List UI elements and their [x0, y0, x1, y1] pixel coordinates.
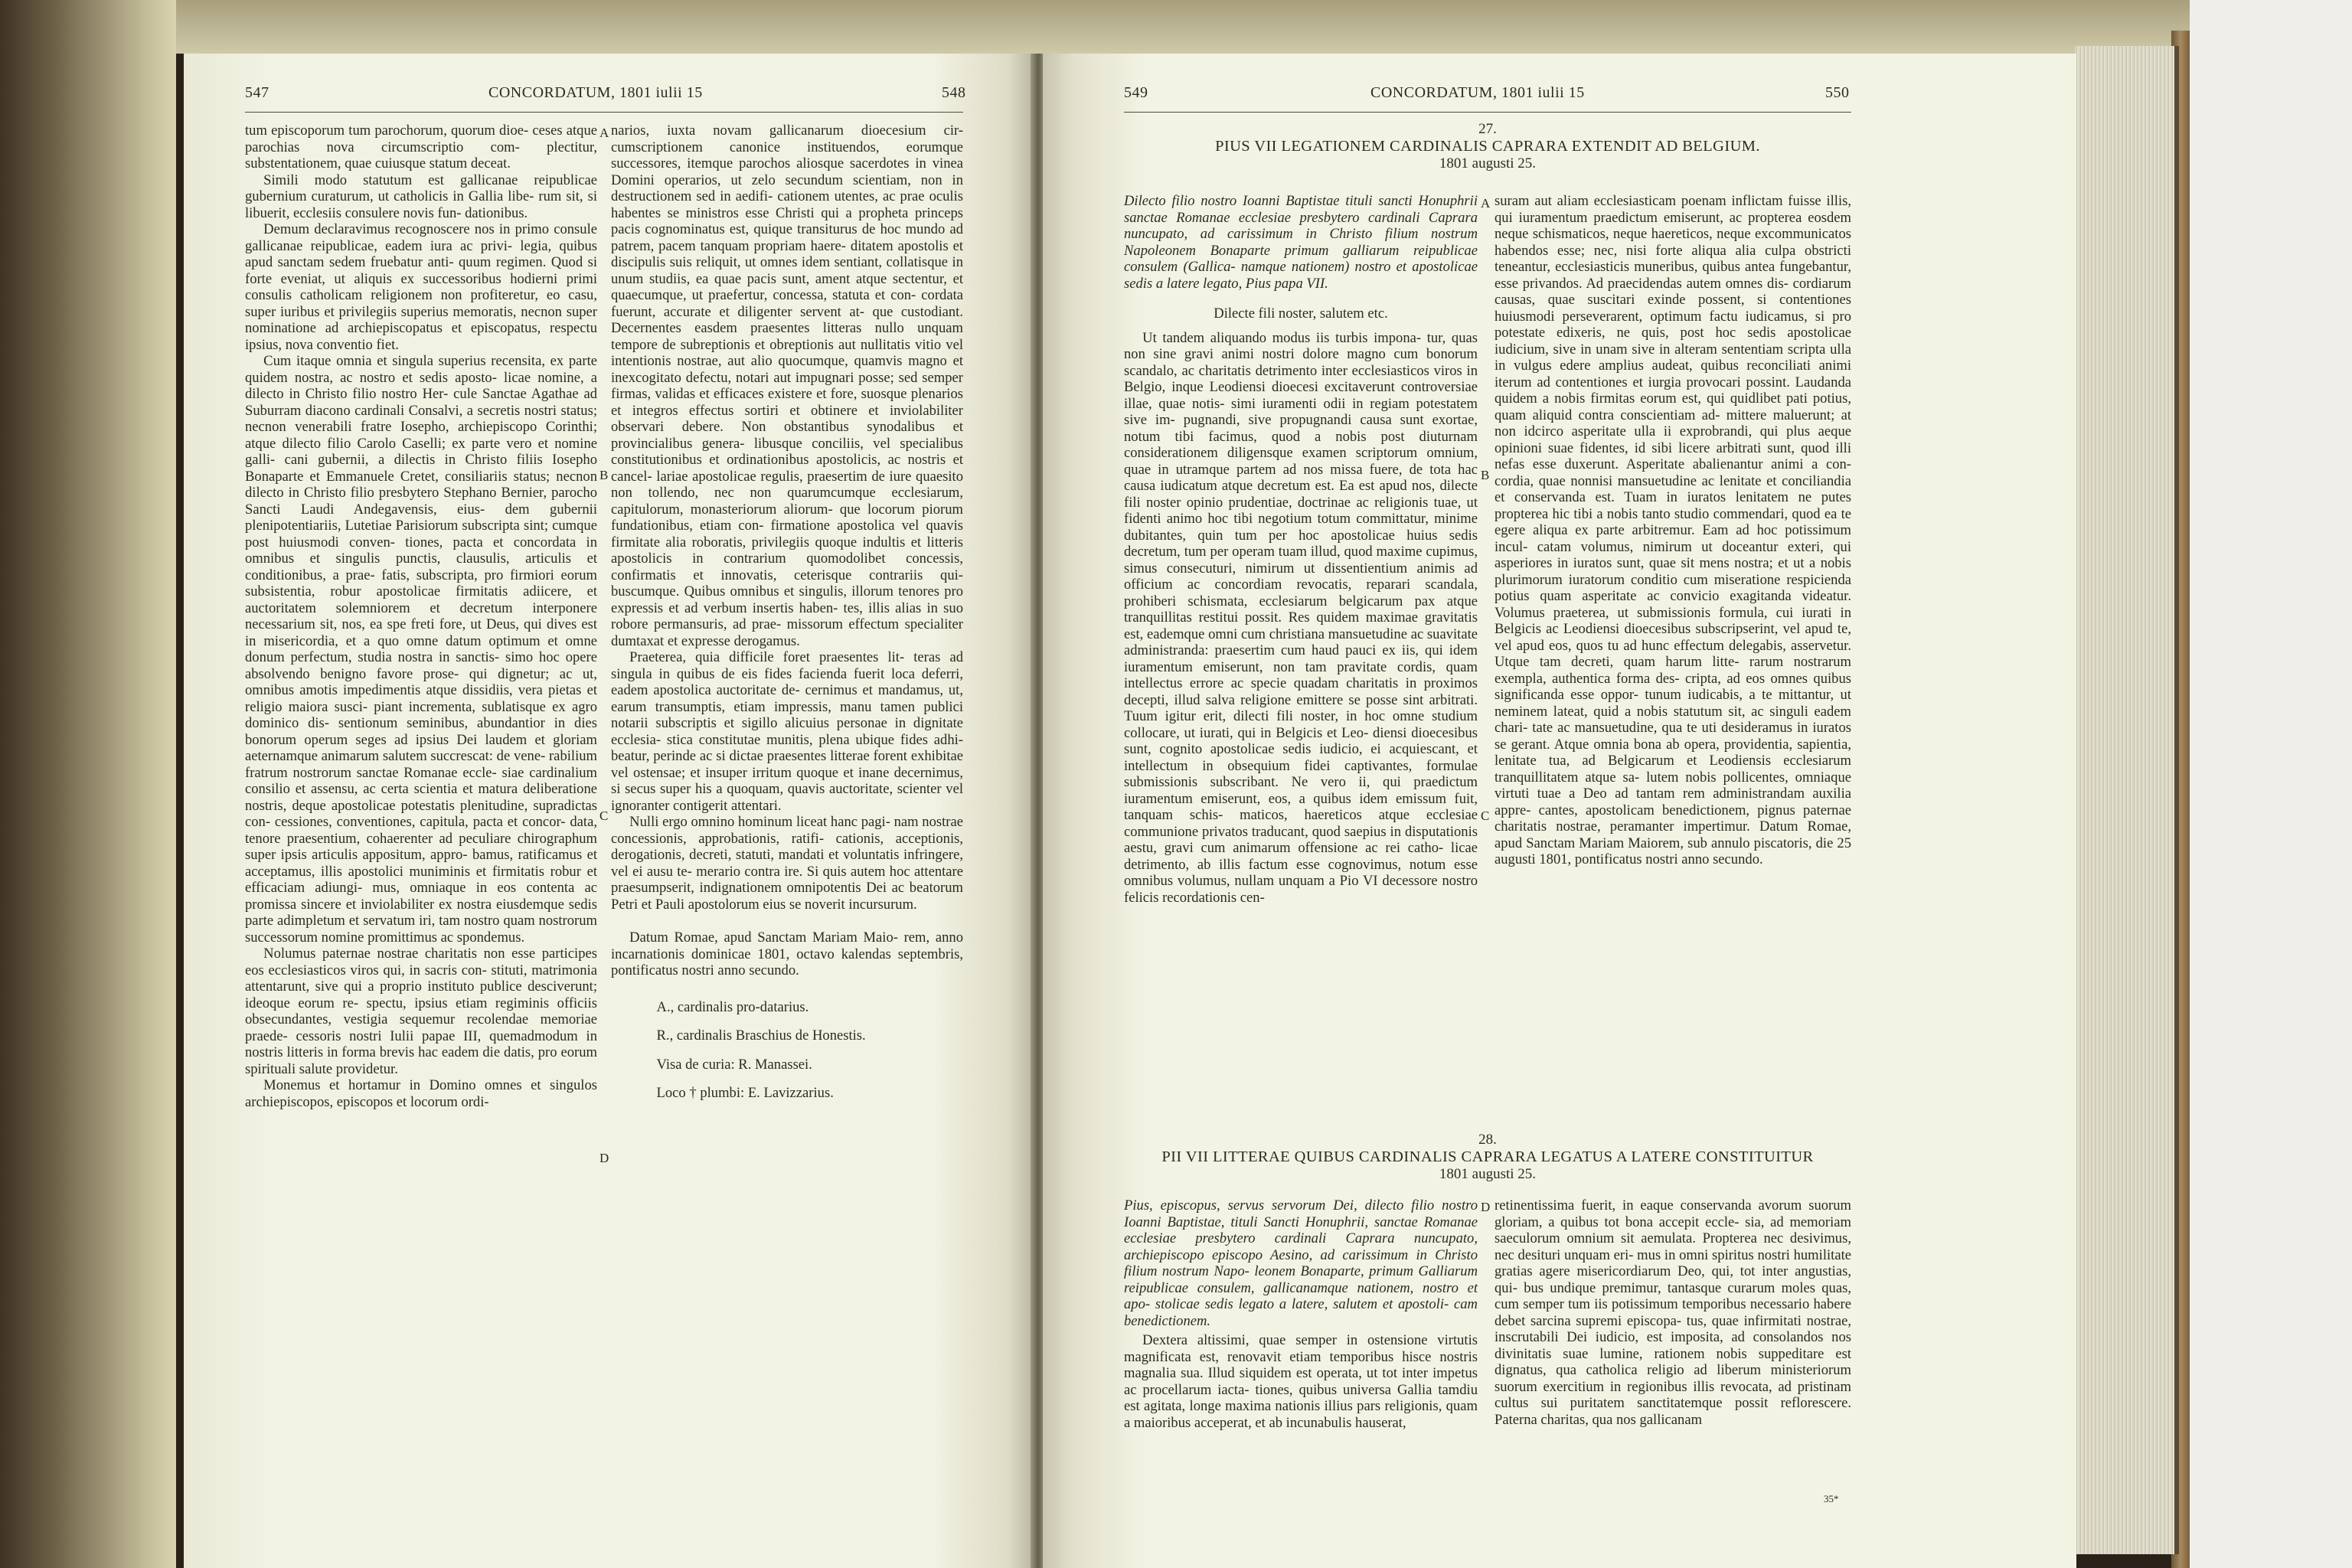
paragraph: Praeterea, quia difficile foret praesentes lit- teras ad singula in quibus de eis fides facienda fuerit loca deferri, eadem apostolica auctoritate de- cernimus et mandamus, ut, earum transumptis, etiam impressis, manu tamen publici notarii subscriptis et sigillo alicuius personae in dignitate ecclesia- stica constitutae munitis, plena ubique fides adhi- beatur, perinde ac si dictae praesentes litterae forent exhibitae vel ostensae; et insuper irritum quoque et inane decernimus, si secus super his a quoquam, quavis auctoritate, scienter vel ignoranter contigerit attentari. — [611, 649, 963, 814]
margin-marker-c: C — [1481, 808, 1490, 823]
right-column-1-lower — [1124, 1197, 1478, 1431]
margin-marker-a: A — [599, 126, 609, 140]
margin-marker-c: C — [599, 808, 609, 823]
running-title-left: CONCORDATUM, 1801 iulii 15 — [488, 84, 703, 101]
doc27-greeting: Dilecte fili noster, salutem etc. — [1214, 305, 1388, 322]
doc28-header — [1124, 1132, 1851, 1183]
doc28-number: 28. — [1478, 1132, 1497, 1148]
doc27-body-col1: Ut tandem aliquando modus iis turbis impona- tur, quas non sine gravi animi nostri dolore magno cum bonorum scandalo, ac charitatis detrimento inter ecclesiasticos viros in Belgio, inque Leodiensi dioecesi excitaverunt controversiae illae, quae notis- simi iuramenti odii in regiam potestatem sive im- pugnandi, sive propugnandi causa sunt exortae, notum tibi facimus, quod a nobis post diuturnam considerationem diligensque examen scriptorum omnium, quae in utramque partem ad nos missa fuere, de tota hac causa iudicatum atque decretum est. Ea est apud nos, dilecte fili noster opinio prudentiae, doctrinae ac religionis tuae, ut fidenti animo hoc tibi negotium totum committatur, minime dubitantes, quin tum per hoc apostolicae huius sedis decretum, tum per operam tuam illud, quod maxime cupimus, simus consecuturi, nimirum ut dissentientium animis ad officium ac concordiam revocatis, reparari scandala, prohiberi schismata, ecclesiarum belgicarum pax atque tranquillitas restitui possit. Res quidem maximae gravitatis est, eademque omni cum christiana mansuetudine ac suavitate administranda: praesertim cum haud pauci ex iis, qui idem iuramentum emiserunt, non tam pravitate cordis, quam intellectus errore ac specie quadam charitatis in proximos decepti, illud salva religione emittere se posse sint arbitrati. Tuum igitur erit, dilecti fili noster, in hoc omne studium collocare, ut iurati, qui in Belgicis et Leo- diensi dioecesibus sunt, cognito apostolicae sedis iudicio, ei acquiescant, et intellectum in obsequium fidei captivantes, formulae submissionis subscribant. Ne vero ii, qui praedictum iuramentum emiserunt, eos, a quibus idem emissum fuit, tanquam schis- maticos, haereticos atque ecclesiae communione privatos traducant, quod saepius in disputationis aestu, gravi cum animarum offensione ac rei catho- licae detrimento, ab illis factum esse cognovimus, notum esse omnibus volumus, nullam unquam a Pio VI decessore nostro felicis recordationis cen- — [1124, 329, 1478, 906]
doc27-address: Dilecto filio nostro Ioanni Baptistae tituli sancti Honuphrii sanctae Romanae ecclesiae presbytero cardinali Caprara nuncupato, ad carissimum in Christo filium nostrum Napoleonem Bonaparte primum galliarum reipublicae consulem (Gallica- namque nationem) nostro et apostolicae sedis a latere legato, Pius papa VII. — [1124, 193, 1478, 292]
doc27-heading: PIUS VII LEGATIONEM CARDINALIS CAPRARA EXTENDIT AD BELGIUM. — [1215, 138, 1760, 155]
page-number-550: 550 — [1825, 84, 1850, 101]
right-page — [1043, 54, 2076, 1568]
paragraph: Nolumus paternae nostrae charitatis non esse participes eos ecclesiasticos viros qui, in sacris con- stituti, matrimonia attentarunt, sive qui a proprio instituto publice desciverunt; ideoque eorum re- spectu, ipsius etiam regiminis officiis obsecundantes, vestigia sequemur recolendae memoriae praede- cessoris nostri Iulii papae III, quemadmodum in nostris litteris in forma brevis hac eadem die datis, pro eorum spirituali salute providetur. — [245, 946, 597, 1077]
background-top — [0, 0, 2352, 54]
margin-marker-d: D — [599, 1151, 609, 1165]
left-column-1 — [245, 122, 597, 1110]
paragraph: Simili modo statutum est gallicanae reipublicae gubernium curaturum, ut catholicis in Gallia libe- rum sit, si libuerit, ecclesiis consulere novis fun- dationibus. — [245, 172, 597, 221]
margin-marker-a: A — [1481, 196, 1491, 211]
doc27-header — [1124, 121, 1851, 172]
running-title-right: CONCORDATUM, 1801 iulii 15 — [1370, 84, 1585, 101]
margin-marker-d: D — [1481, 1200, 1491, 1214]
doc28-date: 1801 augusti 25. — [1439, 1166, 1537, 1182]
doc28-body-col1: Dextera altissimi, quae semper in ostensione virtutis magnificata est, renovavit etiam temporibus hisce nostris magnalia sua. Illud siquidem est operata, ut tot inter impetus ac procellarum iacta- tiones, quibus universa Gallia tamdiu est agitata, longe maxima nationis illius pars religionis, quam a maioribus acceperat, et ab incunabulis hauserat, — [1124, 1332, 1478, 1431]
doc27-date: 1801 augusti 25. — [1439, 155, 1537, 172]
margin-marker-b: B — [599, 468, 609, 482]
paragraph: Nulli ergo omnino hominum liceat hanc pagi- nam nostrae concessionis, approbationis, ratifi- cationis, acceptionis, derogationis, decreti, statuti, mandati et voluntatis infringere, vel ei ausu te- merario contra ire. Si quis autem hoc attentare praesumpserit, indignationem omnipotentis Dei ac beatorum Petri et Pauli apostolorum eius se noverit incursurum. — [611, 814, 963, 913]
paragraph: tum episcoporum tum parochorum, quorum dioe- ceses atque parochias nova circumscriptio com- plectitur, substentationem, quae cuiusque statum deceat. — [245, 122, 597, 172]
signature-line: A., cardinalis pro-datarius. — [656, 998, 809, 1015]
header-rule — [1124, 112, 1851, 113]
background-right — [2190, 0, 2352, 1568]
right-column-2-upper — [1494, 193, 1851, 868]
paragraph: Datum Romae, apud Sanctam Mariam Maio- rem, anno incarnationis dominicae 1801, octavo kalendas septembris, pontificatus nostri anno secundo. — [611, 929, 963, 978]
page-number-549: 549 — [1124, 84, 1148, 101]
signature-line: Loco † plumbi: E. Lavizzarius. — [656, 1085, 834, 1101]
signature-mark: 35* — [1824, 1493, 1839, 1504]
paragraph: narios, iuxta novam gallicanarum dioecesium cir- cumscriptionem canonice instituendos, eorumque successores, itemque parochos aliosque sacerdotes in vinea Domini operarios, ut zelo secundum scientiam, non in destructionem sed in aedifi- cationem utentes, ac prae oculis habentes se ministros esse Christi qui a propheta princeps pacis cognominatus est, quique transiturus de hoc mundo ad patrem, pacem tanquam propriam haere- ditatem apostolis et discipulis suis reliquit, ut omnes idem sentiant, collatisque in unum studiis, ea quae pacis sunt, ament atque sectentur, et quaecumque, ut praefertur, concessa, statuta et con- cordata fuerunt, accurate et diligenter servent at- que custodiant. Decernentes easdem praesentes litteras nullo unquam tempore de subreptionis et obreptionis aut nullitatis vitio vel intentionis nostrae, aut alio quocumque, quamvis magno et inexcogitato defectu, notari aut impugnari posse; sed semper firmas, validas et efficaces existere et fore, suosque plenarios et integros effectus sortiri et obtinere et inviolabiliter observari debere. Non obstantibus synodalibus et provincialibus genera- libusque conciliis, vel specialibus constitutionibus et ordinationibus apostolicis, ac nostris et cancel- lariae apostolicae regulis, praesertim de iure quaesito non tollendo, nec non quarumcumque ecclesiarum, capitulorum, monasteriorum aliorum- que locorum piorum fundationibus, etiam con- firmatione apostolica vel quavis firmitate alia roboratis, privilegiis quoque indultis et litteris apostolicis in contrarium quomodolibet concessis, confirmatis et innovatis, ceterisque contrariis qui- buscumque. Quibus omnibus et singulis, illorum tenores pro expressis et ad verbum insertis haben- tes, illis alias in suo robore permansuris, ad prae- missorum effectum specialiter dumtaxat et expresse derogamus. — [611, 122, 963, 649]
doc28-address: Pius, episcopus, servus servorum Dei, dilecto filio nostro Ioanni Baptistae, tituli Sancti Honuphrii, sanctae Romanae ecclesiae presbytero cardinali Caprara nuncupato, archiepiscopo episcopo Aesino, ad carissimum in Christo filium nostrum Napo- leonem Bonaparte, primum Galliarum reipublicae consulem, gallicanamque nationem, nostro et apo- stolicae sedis legato a latere, salutem et apostoli- cam benedictionem. — [1124, 1197, 1478, 1329]
paragraph: Demum declaravimus recognoscere nos in primo consule gallicanae reipublicae, eadem iura ac privi- legia, quibus apud sanctam sedem fruebatur anti- quum regimen. Quod si forte eveniat, ut aliquis ex successoribus hodierni primi consulis catholicam religionem non profiteretur, eo casu, super iuribus et privilegiis superius memoratis, necnon super nominatione ad archiepiscopatus et episcopatus, respectu ipsius, nova conventio fiet. — [245, 221, 597, 353]
paragraph: Cum itaque omnia et singula superius recensita, ex parte quidem nostra, ac nostro et sedis aposto- licae nomine, a dilecto in Christo filio nostro Her- cule Sanctae Agathae ad Suburram diacono cardinali Consalvi, a secretis nostri status; necnon venerabili fratre Iosepho, archiepiscopo Corinthi; atque dilecto filio Carolo Caselli; ex parte vero et nomine galli- cani gubernii, a dilectis in Christo filiis Iosepho Bonaparte et Emmanuele Cretet, consiliariis status; necnon dilecto in Christo filio presbytero Stephano Bernier, parocho Sancti Laudi Andegavensis, eius- dem gubernii plenipotentiariis, Lutetiae Parisiorum subscripta sint; cumque post huiusmodi conven- tiones, pacta et concordata in omnibus et singulis punctis, clausulis, articulis et conditionibus, a prae- fatis, subscripta, pro firmiori eorum subsistentia, robur apostolicae firmitatis adiicere, et auctoritatem solemniorem et decretum interponere necessarium sit, nos, ea spe freti fore, ut Deus, qui dives est in misericordia, et a quo omne datum optimum et omne donum perfectum, studia nostra in sanctis- simo hoc opere absolvendo benigno favore prose- qui dignetur; ac ut, omnibus amotis impedimentis atque dissidiis, vera pietas et religio maiora susci- piant incrementa, sublatisque ex agro dominico dis- sentionum seminibus, abundantior in dies bonorum operum seges ad ipsius Dei laudem et gloriam aeternamque animarum salutem succrescat: de vene- rabilium fratrum nostrorum sanctae Romanae eccle- siae cardinalium consilio et assensu, ac certa scientia et matura deliberatione nostris, deque apostolicae potestatis plenitudine, supradictas con- cessiones, conventiones, capitula, pacta et concor- data, tenore praesentium, cohaerenter ad peculiare chirographum super ipsis articulis appositum, appro- bamus, ratificamus et acceptamus, illis apostolici muniminis et firmitatis robur et efficaciam adiungi- mus, omniaque in eos contenta ac promissa sincere et inviolabiliter ex nostra eiusdemque sedis parte adimpletum et servatum iri, tam nostro quam nostrorum successorum nomine promittimus ac spondemus. — [245, 353, 597, 946]
doc27-body-col2: suram aut aliam ecclesiasticam poenam inflictam fuisse illis, qui iuramentum praedictum emiserunt, ac propterea eosdem neque schismaticos, neque haereticos, neque excommunicatos habendos esse; nec, nisi forte aliqua alia culpa obstricti teneantur, ecclesiasticis muneribus, quibus antea fungebantur, esse privandos. Ad praecidendas autem omnes dis- cordiarum causas, quae suscitari exinde possent, si contentiones huiusmodi perseverarent, optimum factu iudicamus, si pro potestate edixeris, ne quis, post hoc sedis apostolicae iudicium, sive in unam sive in alteram sententiam scripta ulla in vulgus edere amplius audeat, quibus reconciliati animi iterum ad contentiones et iurgia provocari possint. Laudanda quidem a nobis firmitas eorum est, qui quidlibet pati potius, quam aliquid contra conscientiam ad- mittere maluerunt; at non idcirco asperitate ulla ii exprobrandi, qui plus aeque opinioni suae fidentes, id sibi licere arbitrati sunt, quod illi nefas esse duxerunt. Asperitate abalienantur animi a con- cordia, quae nonnisi mansuetudine ac lenitate et conciliandia et conservanda est. Tuam in iuratos lenitatem ne putes propterea hic tibi a nobis tanto studio commendari, quod ea te egere aliqua ex parte arbitremur. Eam ad hoc potissimum incul- catam volumus, nimirum ut doceantur exteri, qui asperiores in iuratos sunt, quae sit mens nostra; et ut a nobis plurimorum iuratorum conditio cum miseratione respicienda potius quam asperitate ac convicio exagitanda videatur. Volumus praeterea, ut submissionis formula, cui iurati in Belgicis ac Leodiensi dioecesibus subscripserint, vel apud te, vel apud eos, quos tu ad hunc effectum delegabis, asservetur. Utque tam decreti, quam harum litte- rarum nostrarum exempla, authentica forma des- cripta, ad eos omnes quibus significanda esse oppor- tunum iudicabis, a te mittantur, ut neminem lateat, quid a nobis statutum sit, ac singuli eadem chari- tate ac mansuetudine, qua te uti desideramus in iuratos se gerant. Atque omnia bona ab opera, providentia, sapientia, lenitate tua, ad Belgicarum et Leodiensis ecclesiarum tranquillitatem atque sa- lutem nobis pollicentes, omniaque virtuti tuae a Deo ad tantam rem administrandam auxilia appre- cantes, apostolicam benedictionem, pignus paternae charitatis nostrae, peramanter impertimur. Datum Romae, apud Sanctam Mariam Maiorem, sub annulo piscatoris, die 25 augusti 1801, pontificatus nostri anno secundo. — [1494, 193, 1851, 867]
page-number-548: 548 — [942, 84, 966, 101]
right-column-1-upper — [1124, 193, 1478, 906]
right-column-2-lower — [1494, 1197, 1851, 1428]
margin-marker-b: B — [1481, 468, 1490, 482]
doc27-number: 27. — [1478, 121, 1497, 137]
signature-line: R., cardinalis Braschius de Honestis. — [656, 1027, 866, 1044]
doc28-heading: PII VII LITTERAE QUIBUS CARDINALIS CAPRARA LEGATUS A LATERE CONSTITUITUR — [1161, 1148, 1814, 1165]
left-page — [184, 54, 1034, 1568]
header-rule — [245, 112, 963, 113]
doc28-body-col2: retinentissima fuerit, in eaque conservanda avorum suorum gloriam, a quibus tot bona accepit eccle- sia, ad memoriam saeculorum omnium sit aemulata. Propterea nec desivimus, nec desituri unquam eri- mus in omni spiritus nostri humilitate gratias agere misericordiarum Deo, qui, tot inter angustias, qui- bus undique premimur, tantasque curarum moles quas, cum semper tum iis potissimum temporibus necessario habere debet sarcina supremi episcopa- tus, quae infirmitati nostrae, inscrutabili Dei iudicio, est imposita, ad consolandos nos divinitatis suae lumine, rationem nobis suppeditare est dignatus, qua catholica religio ad liberum ministeriorum suorum exercitium in regionibus illis revocata, ad pristinam cultus sui puritatem sanctitatemque possit reflorescere. Paterna charitas, qua nos gallicanam — [1494, 1197, 1851, 1428]
page-edges — [2075, 46, 2179, 1554]
left-column-2 — [611, 122, 963, 1102]
page-number-547: 547 — [245, 84, 270, 101]
background-left — [0, 0, 176, 1568]
signature-line: Visa de curia: R. Manassei. — [656, 1056, 812, 1073]
paragraph: Monemus et hortamur in Domino omnes et singulos archiepiscopos, episcopos et locorum ordi- — [245, 1077, 597, 1110]
